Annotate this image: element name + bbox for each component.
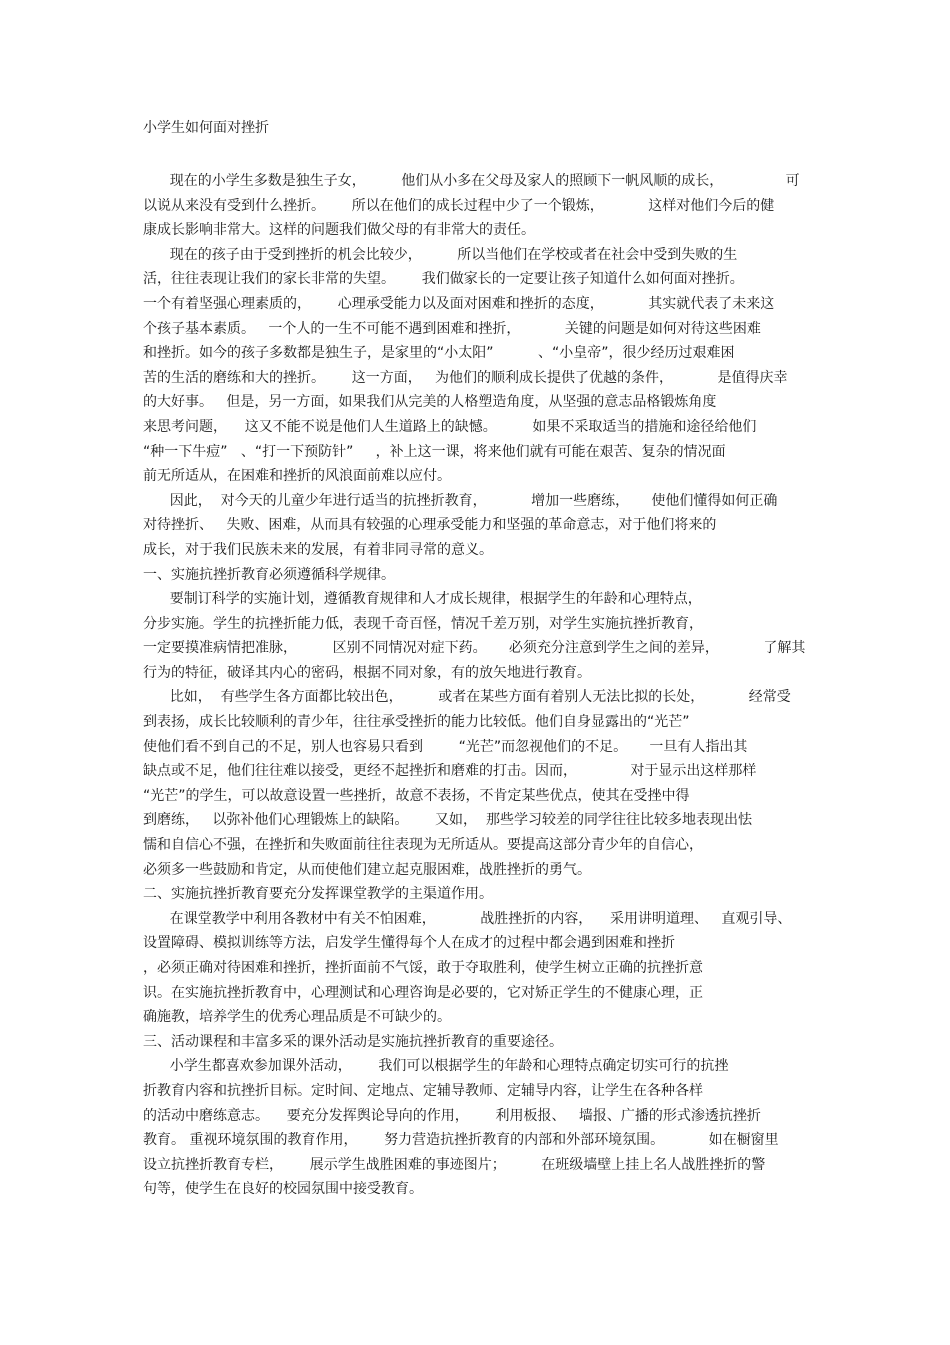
text-line: 一定要摸准病情把准脉， 区别不同情况对症下药。 必须充分注意到学生之间的差异， 了解其 [143,640,806,657]
text-line: 在课堂教学中利用各教材中有关不怕困难， 战胜挫折的内容， 采用讲明道理、 直观引导、 [143,910,792,927]
text-line: 以说从来没有受到什么挫折。 所以在他们的成长过程中少了一个锻炼， 这样对他们今后的健 [143,197,775,214]
text-line: 个孩子基本素质。 一个人的一生不可能不遇到困难和挫折， 关键的问题是如何对待这些困难 [143,320,761,337]
text-line: 因此， 对今天的儿童少年进行适当的抗挫折教育， 增加一些磨练， 使他们懂得如何正确 [143,492,778,509]
text-line: “种一下牛痘” 、“打一下预防针” ，补上这一课，将来他们就有可能在艰苦、复杂的情况面 [143,443,726,460]
text-line: 前无所适从，在困难和挫折的风浪面前难以应付。 [143,468,451,485]
text-line: 活，往往表现让我们的家长非常的失望。 我们做家长的一定要让孩子知道什么如何面对挫折。 [143,271,744,288]
text-line: 现在的孩子由于受到挫折的机会比较少， 所以当他们在学校或者在社会中受到失败的生 [143,246,738,263]
text-line: 要制订科学的实施计划，遵循教育规律和人才成长规律，根据学生的年龄和心理特点， [143,591,702,608]
text-line: 分步实施。学生的抗挫折能力低，表现千奇百怪，情况千差万别，对学生实施抗挫折教育， [143,615,703,632]
text-line: 现在的小学生多数是独生子女， 他们从小多在父母及家人的照顾下一帆风顺的成长， 可 [143,173,800,189]
text-line: 到磨练， 以弥补他们心理锻炼上的缺陷。 又如， 那些学习较差的同学往往比较多地表现出怯 [143,812,752,829]
text-line: 句等，使学生在良好的校园氛围中接受教育。 [143,1181,423,1198]
text-line: 一个有着坚强心理素质的， 心理承受能力以及面对困难和挫折的态度， 其实就代表了未来这 [143,295,775,312]
text-line: 识。在实施抗挫折教育中，心理测试和心理咨询是必要的，它对矫正学生的不健康心理，正 [143,984,703,1001]
text-line: 一、实施抗挫折教育必须遵循科学规律。 [143,566,395,583]
text-line: 二、实施抗挫折教育要充分发挥课堂教学的主渠道作用。 [143,886,493,903]
text-line: 缺点或不足，他们往往难以接受，更经不起挫折和磨难的打击。因而， 对于显示出这样那样 [143,763,757,780]
text-line: 使他们看不到自己的不足，别人也容易只看到 “光芒”而忽视他们的不足。 一旦有人指出其 [143,738,748,755]
text-line: 设置障碍、模拟训练等方法，启发学生懂得每个人在成才的过程中都会遇到困难和挫折 [143,935,675,952]
text-line: 懦和自信心不强，在挫折和失败面前往往表现为无所适从。要提高这部分青少年的自信心， [143,837,703,854]
text-line: 设立抗挫折教育专栏， 展示学生战胜困难的事迹图片； 在班级墙壁上挂上名人战胜挫折的警 [143,1156,766,1173]
text-line: 来思考问题， 这又不能不说是他们人生道路上的缺憾。 如果不采取适当的措施和途径给他们 [143,418,757,435]
text-line: 三、活动课程和丰富多采的课外活动是实施抗挫折教育的重要途径。 [143,1033,563,1050]
text-line: 必须多一些鼓励和肯定，从而使他们建立起克服困难，战胜挫折的勇气。 [143,861,591,878]
text-line: 康成长影响非常大。这样的问题我们做父母的有非常大的责任。 [143,222,535,239]
document-title: 小学生如何面对挫折 [143,120,269,136]
text-line: 比如， 有些学生各方面都比较出色， 或者在某些方面有着别人无法比拟的长处， 经常受 [143,689,791,706]
text-line: 成长，对于我们民族未来的发展，有着非同寻常的意义。 [143,541,493,558]
text-line: ，必须正确对待困难和挫折，挫折面前不气馁，敢于夺取胜利，使学生树立正确的抗挫折意 [143,960,703,976]
text-line: “光芒”的学生，可以故意设置一些挫折，故意不表扬，不肯定某些优点，使其在受挫中得 [143,787,690,804]
text-line: 到表扬，成长比较顺利的青少年，往往承受挫折的能力比较低。他们自身显露出的“光芒” [143,714,690,731]
text-line: 苦的生活的磨练和大的挫折。 这一方面， 为他们的顺利成长提供了优越的条件， 是值得庆幸 [143,369,788,386]
text-line: 小学生都喜欢参加课外活动， 我们可以根据学生的年龄和心理特点确定切实可行的抗挫 [143,1058,729,1075]
text-line: 的大好事。 但是，另一方面，如果我们从完美的人格塑造角度，从坚强的意志品格锻炼角度 [143,394,717,411]
document-body [143,169,815,1202]
text-line: 教育。 重视环境氛围的教育作用， 努力营造抗挫折教育的内部和外部环境氛围。 如在橱窗里 [143,1132,779,1149]
text-line: 确施教，培养学生的优秀心理品质是不可缺少的。 [143,1009,451,1026]
text-line: 对待挫折、 失败、困难，从而具有较强的心理承受能力和坚强的革命意志，对于他们将来的 [143,517,717,534]
text-line: 行为的特征，破译其内心的密码，根据不同对象，有的放矢地进行教育。 [143,664,591,681]
text-line: 的活动中磨练意志。 要充分发挥舆论导向的作用， 利用板报、 墙报、广播的形式渗透抗挫折 [143,1107,761,1124]
text-line: 和挫折。如今的孩子多数都是独生子，是家里的“小太阳” 、“小皇帝”，很少经历过艰难困 [143,345,735,362]
text-line: 折教育内容和抗挫折目标。定时间、定地点、定辅导教师、定辅导内容，让学生在各种各样 [143,1082,703,1099]
